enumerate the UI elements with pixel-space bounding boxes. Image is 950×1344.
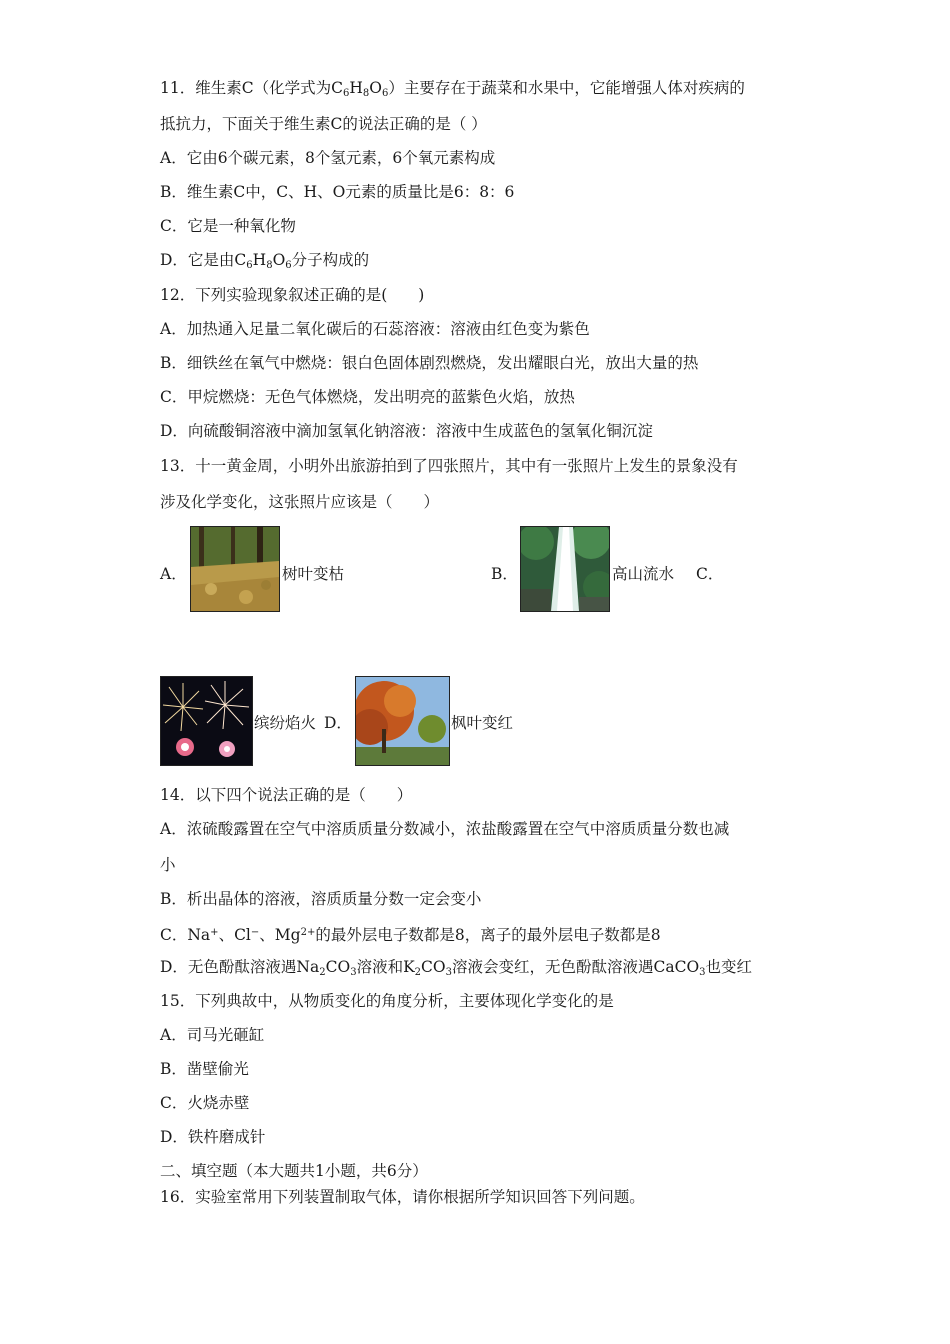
q12-option-b: B．细铁丝在氧气中燃烧：银白色固体剧烈燃烧，发出耀眼白光，放出大量的热 [160,354,699,372]
waterfall-photo [520,526,610,612]
q16-stem: 16．实验室常用下列装置制取气体，请你根据所学知识回答下列问题。 [160,1188,645,1206]
q15-option-c: C．火烧赤壁 [160,1094,250,1112]
q14-option-c: C．Na+、Cl−、$Mg^{2+}$的最外层电子数都是8，离子的最外层电子数都是8 [160,926,661,944]
q14-option-b: B．析出晶体的溶液，溶质质量分数一定会变小 [160,890,482,908]
q15-option-a: A．司马光砸缸 [160,1026,265,1044]
q11-option-d: D．它是由$C_6H_8O_6$分子构成的 [160,251,370,271]
red-maple-photo [355,676,450,766]
withered-leaves-photo [190,526,280,612]
q13-stem-line2: 涉及化学变化，这张照片应该是（ ） [160,493,440,511]
q13-option-d-text: 枫叶变红 [451,714,514,732]
q15-option-d: D．铁杵磨成针 [160,1128,266,1146]
q13-option-d-label: D． [324,714,352,732]
q11-option-a: A．它由6个碳元素，8个氢元素，6个氧元素构成 [160,149,496,167]
q12-option-d: D．向硫酸铜溶液中滴加氢氧化钠溶液：溶液中生成蓝色的氢氧化铜沉淀 [160,422,653,440]
q14-option-d: D．无色酚酞溶液遇$Na_2CO_3$溶液和$K_2CO_3$溶液会变红，无色酚酞溶液遇CaCO$_3$也变红 [160,958,753,978]
q14-option-a-line2: 小 [160,856,176,874]
q15-option-b: B．凿壁偷光 [160,1060,249,1078]
q13-option-c-text: 缤纷焰火 [254,714,317,732]
q11-stem-line1: 11．维生素C（化学式为$C_6H_8O_6$）主要存在于蔬菜和水果中，它能增强人体对疾病的 [160,79,745,99]
q14-stem: 14．以下四个说法正确的是（ ） [160,786,413,804]
q13-option-a-label: A． [160,565,187,583]
q12-option-c: C．甲烷燃烧：无色气体燃烧，发出明亮的蓝紫色火焰，放热 [160,388,575,406]
q11-option-b: B．维生素C中，C、H、O元素的质量比是6：8：6 [160,183,515,201]
fireworks-photo [160,676,253,766]
q12-stem: 12．下列实验现象叙述正确的是( ) [160,286,425,304]
q12-option-a: A．加热通入足量二氧化碳后的石蕊溶液：溶液由红色变为紫色 [160,320,590,338]
q13-option-b-text: 高山流水 [612,565,675,583]
q13-option-c-label: C． [696,565,724,583]
q14-option-a-line1: A．浓硫酸露置在空气中溶质质量分数减小，浓盐酸露置在空气中溶质质量分数也减 [160,820,730,838]
q13-stem-line1: 13．十一黄金周，小明外出旅游拍到了四张照片，其中有一张照片上发生的景象没有 [160,457,738,475]
q11-option-c: C．它是一种氧化物 [160,217,296,235]
q11-stem-line2: 抵抗力，下面关于维生素C的说法正确的是（ ） [160,115,487,133]
section-title: 二、填空题（本大题共1小题，共6分） [160,1162,428,1180]
q13-option-b-label: B． [491,565,518,583]
q15-stem: 15．下列典故中，从物质变化的角度分析，主要体现化学变化的是 [160,992,614,1010]
q13-option-a-text: 树叶变枯 [282,565,345,583]
